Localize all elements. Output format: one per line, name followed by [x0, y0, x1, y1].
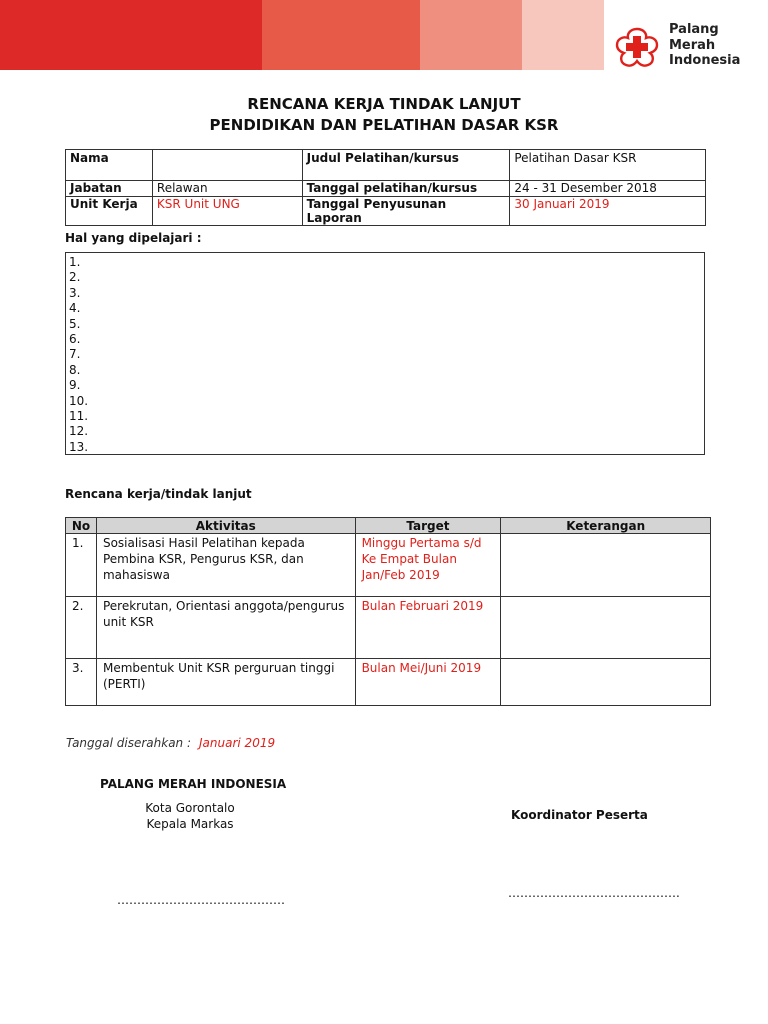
learned-item: 3.	[69, 285, 81, 300]
red-cross-flower-icon	[612, 26, 662, 68]
signature-city: Kota Gorontalo	[145, 801, 235, 815]
learned-list[interactable]	[65, 252, 705, 455]
header-band-coral	[262, 0, 420, 70]
learned-item: 13.	[69, 439, 89, 454]
learned-item: 1.	[69, 255, 81, 269]
table-row	[66, 597, 711, 659]
penyusunan-value[interactable]: 30 Januari 2019	[510, 197, 706, 226]
learned-item: 9.	[69, 378, 81, 393]
info-row-unit	[66, 197, 706, 226]
logo-line-2: Merah	[669, 37, 716, 53]
info-row-jabatan	[66, 181, 706, 197]
plan-aktivitas[interactable]: Sosialisasi Hasil Pelatihan kepada Pembina KSR, Pengurus KSR, dan mahasiswa	[96, 534, 355, 597]
unit-value[interactable]: KSR Unit UNG	[152, 197, 302, 226]
nama-value[interactable]	[152, 150, 302, 181]
signature-coordinator: Koordinator Peserta	[511, 808, 648, 822]
plan-keterangan[interactable]	[501, 659, 711, 706]
plan-target[interactable]: Minggu Pertama s/d Ke Empat Bulan Jan/Feb 2019	[355, 534, 501, 597]
nama-label: Nama	[66, 150, 153, 181]
pmi-logo	[612, 22, 762, 74]
col-header-no: No	[66, 518, 97, 534]
plan-aktivitas[interactable]: Perekrutan, Orientasi anggota/pengurus unit KSR	[96, 597, 355, 659]
tanggal-value[interactable]: 24 - 31 Desember 2018	[510, 181, 706, 197]
plan-target[interactable]: Bulan Mei/Juni 2019	[355, 659, 501, 706]
pmi-logo-text	[669, 22, 740, 69]
learned-item: 8.	[69, 362, 81, 377]
learned-item: 4.	[69, 301, 81, 316]
action-plan-table	[65, 517, 711, 706]
participant-info-table	[65, 149, 706, 226]
plan-keterangan[interactable]	[501, 597, 711, 659]
learned-item: 2.	[69, 270, 81, 285]
plan-no: 3.	[66, 659, 97, 706]
tanggal-label: Tanggal pelatihan/kursus	[302, 181, 510, 197]
signature-org: PALANG MERAH INDONESIA	[100, 777, 287, 791]
header-band-red	[0, 0, 262, 70]
handed-value[interactable]: Januari 2019	[199, 736, 276, 750]
plan-header-row	[66, 518, 711, 534]
plan-target[interactable]: Bulan Februari 2019	[355, 597, 501, 659]
document-subtitle: PENDIDIKAN DAN PELATIHAN DASAR KSR	[209, 116, 559, 134]
judul-value[interactable]: Pelatihan Dasar KSR	[510, 150, 706, 181]
judul-label: Judul Pelatihan/kursus	[302, 150, 510, 181]
table-row	[66, 659, 711, 706]
plan-keterangan[interactable]	[501, 534, 711, 597]
signature-role: Kepala Markas	[146, 817, 234, 831]
signature-line-right[interactable]: …………………………………….	[508, 886, 680, 900]
signature-block-left	[120, 800, 260, 832]
header-band-pink	[522, 0, 604, 70]
learned-item: 10.	[69, 393, 89, 408]
plan-heading: Rencana kerja/tindak lanjut	[65, 487, 252, 501]
logo-line-1: Palang	[669, 22, 719, 37]
col-header-target: Target	[355, 518, 501, 534]
learned-item: 6.	[69, 332, 81, 347]
header-band-salmon	[420, 0, 522, 70]
learned-item: 11.	[69, 409, 89, 424]
info-row-nama	[66, 150, 706, 181]
document-title: RENCANA KERJA TINDAK LANJUT	[247, 95, 521, 113]
learned-item: 7.	[69, 347, 81, 362]
jabatan-value[interactable]: Relawan	[152, 181, 302, 197]
jabatan-label: Jabatan	[66, 181, 153, 197]
handed-date	[66, 736, 275, 750]
plan-aktivitas[interactable]: Membentuk Unit KSR perguruan tinggi (PERTI)	[96, 659, 355, 706]
learned-heading: Hal yang dipelajari :	[65, 231, 202, 245]
learned-item: 12.	[69, 424, 89, 439]
col-header-aktivitas: Aktivitas	[96, 518, 355, 534]
signature-line-left[interactable]: ……………………………………	[117, 893, 285, 907]
plan-no: 1.	[66, 534, 97, 597]
learned-item: 5.	[69, 316, 81, 331]
plan-no: 2.	[66, 597, 97, 659]
unit-label: Unit Kerja	[66, 197, 153, 226]
penyusunan-label: Tanggal Penyusunan Laporan	[302, 197, 510, 226]
logo-line-3: Indonesia	[669, 53, 741, 68]
handed-label: Tanggal diserahkan :	[66, 736, 192, 750]
col-header-keterangan: Keterangan	[501, 518, 711, 534]
table-row	[66, 534, 711, 597]
